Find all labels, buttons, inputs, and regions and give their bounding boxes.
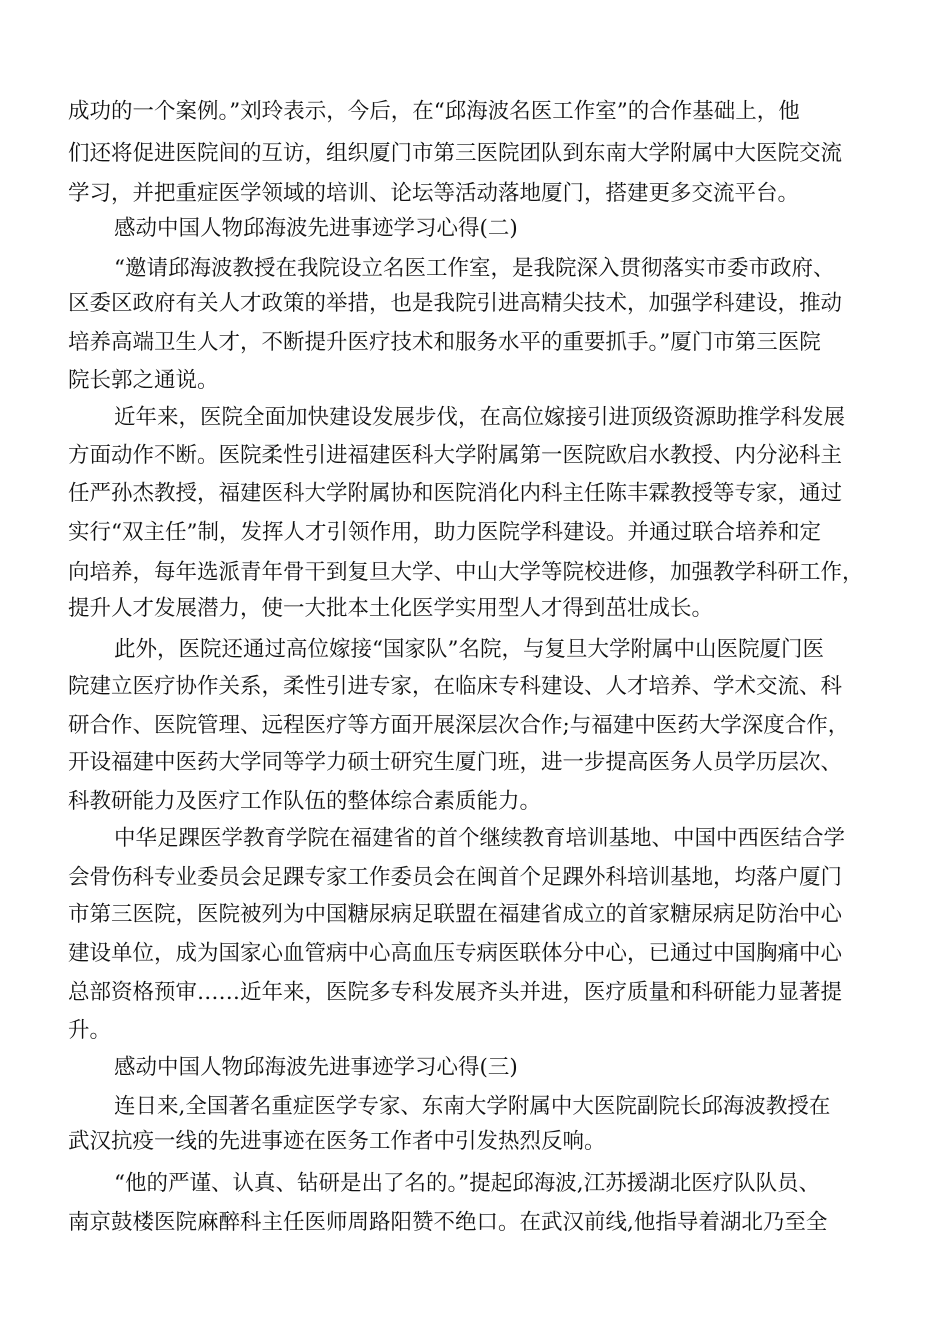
text-line: “他的严谨、认真、钻研是出了名的。”提起邱海波,江苏援湖北医疗队队员、 (114, 1171, 821, 1196)
text-line: 实行“双主任”制，发挥人才引领作用，助力医院学科建设。并通过联合培养和定 (68, 520, 821, 545)
text-line: 连日来,全国著名重症医学专家、东南大学附属中大医院副院长邱海波教授在 (114, 1094, 831, 1119)
text-line: 开设福建中医药大学同等学力硕士研究生厦门班，进一步提高医务人员学历层次、 (68, 750, 843, 775)
text-line: 近年来，医院全面加快建设发展步伐，在高位嫁接引进顶级资源助推学科发展 (114, 405, 846, 430)
text-line: 建设单位，成为国家心血管病中心高血压专病医联体分中心，已通过中国胸痛中心 (68, 941, 843, 966)
text-line: 们还将促进医院间的互访，组织厦门市第三医院团队到东南大学附属中大医院交流 (68, 141, 843, 166)
text-line: 提升人才发展潜力，使一大批本土化医学实用型人才得到茁壮成长。 (68, 596, 714, 621)
text-line: 此外，医院还通过高位嫁接“国家队”名院，与复旦大学附属中山医院厦门医 (114, 637, 824, 662)
text-line: 南京鼓楼医院麻醉科主任医师周路阳赞不绝口。在武汉前线,他指导着湖北乃至全 (68, 1210, 828, 1235)
text-line: 升。 (68, 1018, 112, 1043)
section-heading: 感动中国人物邱海波先进事迹学习心得(三) (114, 1055, 518, 1080)
text-line: 院建立医疗协作关系，柔性引进专家，在临床专科建设、人才培养、学术交流、科 (68, 674, 843, 699)
text-line: 研合作、医院管理、远程医疗等方面开展深层次合作;与福建中医药大学深度合作， (68, 713, 850, 738)
text-line: 方面动作不断。医院柔性引进福建医科大学附属第一医院欧启水教授、内分泌科主 (68, 443, 843, 468)
text-line: 任严孙杰教授，福建医科大学附属协和医院消化内科主任陈丰霖教授等专家，通过 (68, 481, 843, 506)
text-line: 总部资格预审……近年来，医院多专科发展齐头并进，医疗质量和科研能力显著提 (68, 980, 843, 1005)
text-line: 市第三医院，医院被列为中国糖尿病足联盟在福建省成立的首家糖尿病足防治中心 (68, 902, 843, 927)
text-line: 成功的一个案例。”刘玲表示，今后，在“邱海波名医工作室”的合作基础上，他 (68, 99, 800, 124)
text-line: 学习，并把重症医学领域的培训、论坛等活动落地厦门，搭建更多交流平台。 (68, 181, 800, 206)
text-line: 科教研能力及医疗工作队伍的整体综合素质能力。 (68, 789, 542, 814)
text-line: 向培养，每年选派青年骨干到复旦大学、中山大学等院校进修，加强教学科研工作， (68, 560, 864, 585)
text-line: 会骨伤科专业委员会足踝专家工作委员会在闽首个足踝外科培训基地，均落户厦门 (68, 865, 843, 890)
text-line: “邀请邱海波教授在我院设立名医工作室，是我院深入贯彻落实市委市政府、 (114, 256, 835, 281)
text-line: 武汉抗疫一线的先进事迹在医务工作者中引发热烈反响。 (68, 1129, 606, 1154)
section-heading: 感动中国人物邱海波先进事迹学习心得(二) (114, 216, 518, 241)
text-line: 区委区政府有关人才政策的举措，也是我院引进高精尖技术，加强学科建设，推动 (68, 291, 843, 316)
text-line: 培养高端卫生人才，不断提升医疗技术和服务水平的重要抓手。”厦门市第三医院 (68, 330, 821, 355)
text-line: 院长郭之通说。 (68, 368, 219, 393)
text-line: 中华足踝医学教育学院在福建省的首个继续教育培训基地、中国中西医结合学 (114, 826, 846, 851)
